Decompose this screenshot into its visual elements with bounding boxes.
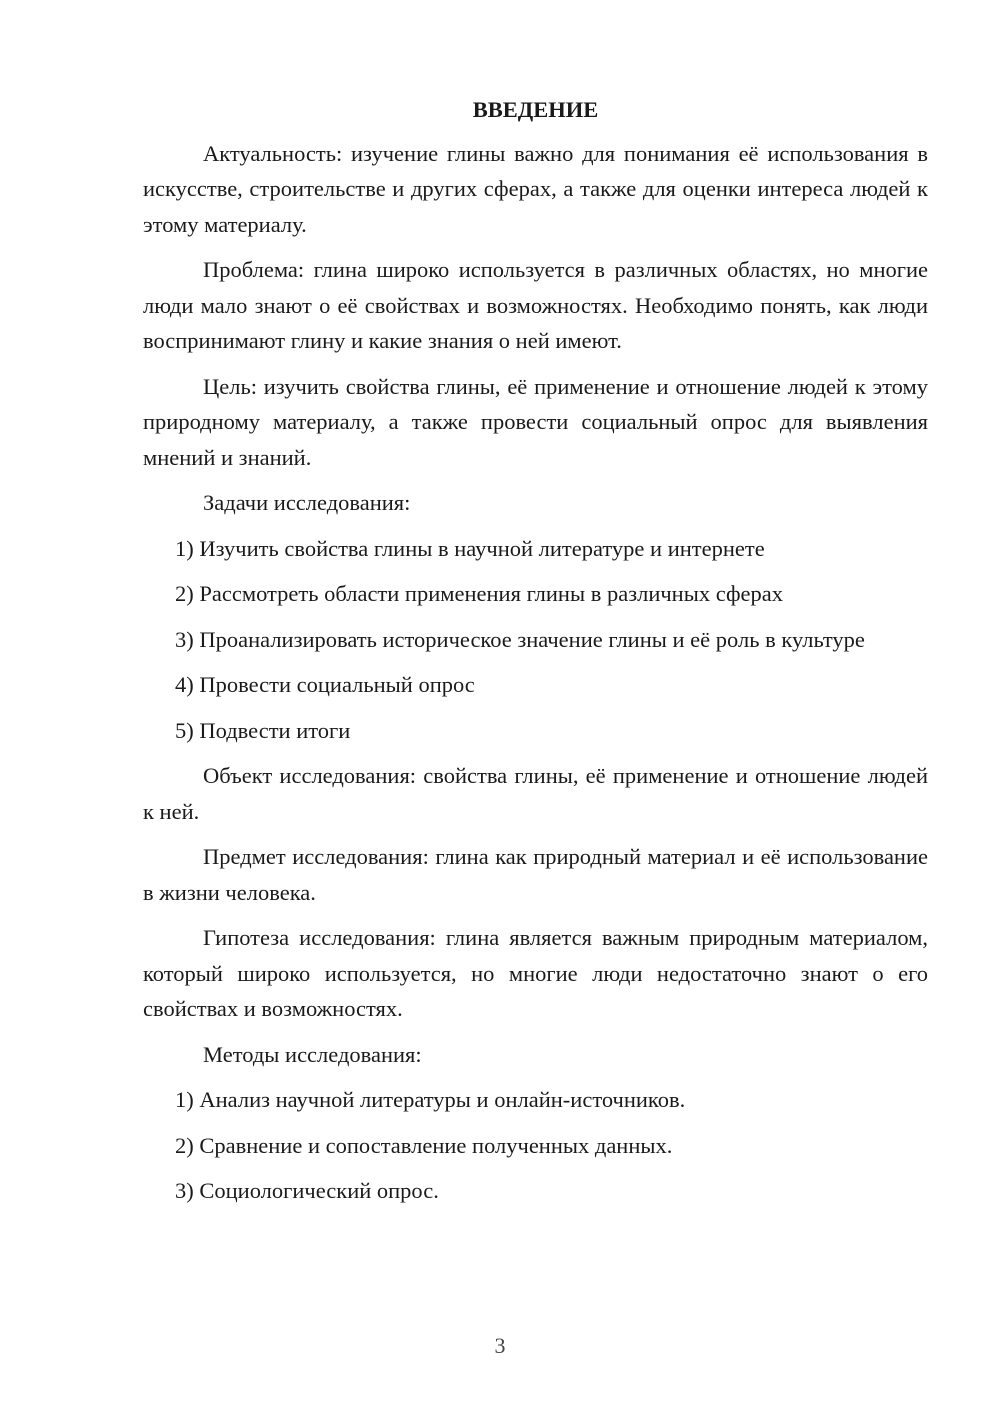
hypothesis-paragraph: Гипотеза исследования: глина является важным природным материалом, который широко используется, но многие люди недостаточно знают о его свойствах и возможностях. — [143, 925, 928, 1021]
relevance-paragraph: Актуальность: изучение глины важно для понимания её использования в искусстве, строительстве и других сферах, а также для оценки интереса людей к этому материалу. — [143, 140, 928, 237]
methods-heading: Методы исследования: — [203, 1041, 422, 1067]
method-item: 3) Социологический опрос. — [175, 1178, 439, 1203]
subject-paragraph: Предмет исследования: глина как природный материал и её использование в жизни человека. — [143, 844, 928, 905]
goal-paragraph: Цель: изучить свойства глины, её применение и отношение людей к этому природному материалу, а также провести социальный опрос для выявления мнений и знаний. — [143, 373, 928, 470]
task-item: 5) Подвести итоги — [175, 717, 351, 743]
page-title: ВВЕДЕНИЕ — [472, 97, 599, 122]
page-content — [143, 92, 928, 1219]
page-number: 3 — [494, 1333, 506, 1358]
tasks-heading: Задачи исследования: — [203, 490, 411, 515]
task-item: 3) Проанализировать историческое значение глины и её роль в культуре — [175, 626, 865, 652]
task-item: 2) Рассмотреть области применения глины в различных сферах — [175, 581, 784, 606]
problem-paragraph: Проблема: глина широко используется в различных областях, но многие люди мало знают о её свойствах и возможностях. Необходимо понять, как люди воспринимают глину и какие знания о ней имеют. — [143, 257, 928, 353]
method-item: 2) Сравнение и сопоставление полученных данных. — [175, 1132, 673, 1158]
method-item: 1) Анализ научной литературы и онлайн-источников. — [175, 1087, 686, 1112]
task-item: 1) Изучить свойства глины в научной литературе и интернете — [175, 535, 765, 561]
object-paragraph: Объект исследования: свойства глины, её применение и отношение людей к ней. — [143, 763, 928, 824]
task-item: 4) Провести социальный опрос — [175, 672, 475, 697]
